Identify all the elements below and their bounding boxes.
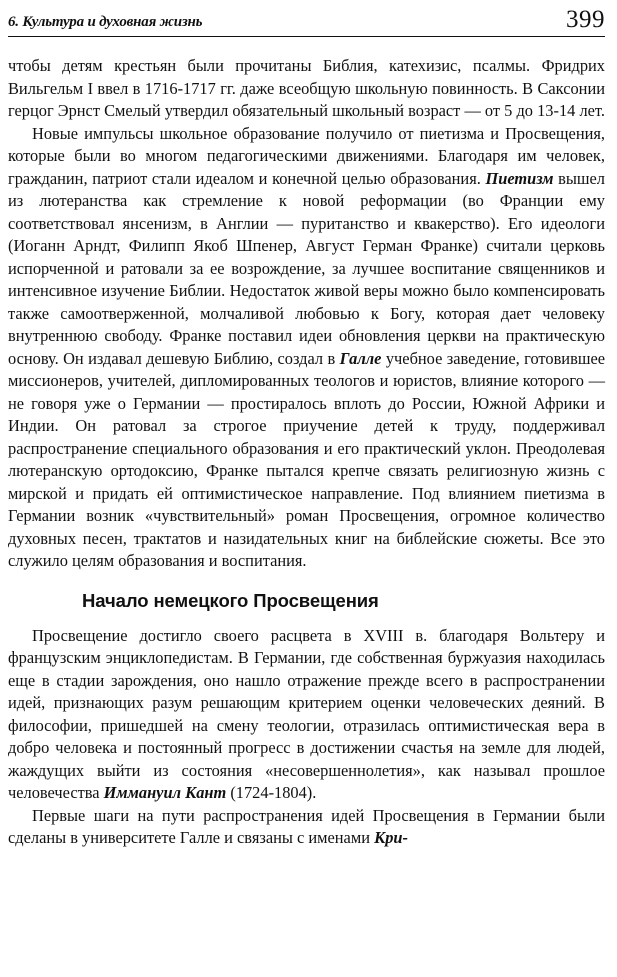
- emphasis-term: Галле: [339, 348, 382, 368]
- text-run: Первые шаги на пути распространения идей Просвещения в Германии были сделаны в университете Галле и связаны с именами: [8, 805, 605, 847]
- chapter-title: 6. Культура и духовная жизнь: [8, 14, 203, 30]
- emphasis-name: Иммануил Кант: [103, 783, 227, 802]
- text-run: вышел из лютеранства как стремление к новой реформации (во Франции ему соответствовал янсенизм, в Англии — пуританство и квакерство). Его идеологи (Иоганн Арндт, Филипп Якоб Шпенер, Август Герман Франке) считали церковь испорченной и ратовали за ее возрождение, за лучшее воспитание священников и интенсивное изучение Библии. Недостаток живой веры можно было компенсировать также самоотверженной, молчаливой любовью к Богу, которая дает человеку внутреннюю свободу. Франке поставил идеи обновления церкви на практическую основу. Он издавал дешевую Библию, создал в: [8, 168, 605, 368]
- paragraph: [8, 625, 605, 805]
- paragraph: [8, 805, 605, 850]
- text-run: (1724-1804).: [226, 783, 317, 802]
- emphasis-name: Кри-: [374, 828, 408, 847]
- section-heading: Начало немецкого Просвещения: [82, 589, 379, 611]
- page-number: 399: [566, 6, 605, 33]
- text-run: учебное заведение, готовившее миссионеров, учителей, дипломированных теологов и юристов, влияние которого — не говоря уже о Германии — простиралось вплоть до России, Южной Африки и Индии. Он ратовал за строгое приучение детей к труду, поддерживал распространение специального образования и его практический уклон. Преодолевая лютеранскую ортодоксию, Франке пытался крепче связать религиозную жизнь с мирской и придать ей оптимистическое направление. Под влиянием пиетизма в Германии возник «чувствительный» роман Просвещения, огромное количество духовных песен, трактатов и назидательных книг на библейские сюжеты. Все это служило целям образования и воспитания.: [8, 348, 605, 570]
- running-header: [8, 2, 605, 37]
- paragraph: [8, 55, 605, 123]
- emphasis-term: Пиетизм: [485, 168, 554, 188]
- text-run: чтобы детям крестьян были прочитаны Библия, катехизис, псалмы. Фридрих Вильгельм I ввел в 1716-1717 гг. даже всеобщую школьную повинность. В Саксонии герцог Эрнст Смелый утвердил обязательный школьный возраст — от 5 до 13-14 лет.: [8, 56, 605, 120]
- paragraph: [8, 123, 605, 573]
- body-text: [8, 55, 605, 850]
- text-run: Новые импульсы школьное образование получило от пиетизма и Просвещения, которые были во многом педагогическими движениями. Благодаря им человек, гражданин, патриот стали идеалом и конечной целью образования.: [8, 123, 605, 188]
- text-run: Просвещение достигло своего расцвета в XVIII в. благодаря Вольтеру и французским энциклопедистам. В Германии, где собственная буржуазия находилась еще в стадии зарождения, оно нашло отражение прежде всего в распространении идей, признающих разум решающим критерием оценки человеческих деяний. В философии, пришедшей на смену теологии, отразилась оптимистическая вера в добро человека и постоянный прогресс в достижении счастья на земле для людей, жаждущих выйти из состояния «несовершеннолетия», как называл прошлое человечества: [8, 625, 605, 802]
